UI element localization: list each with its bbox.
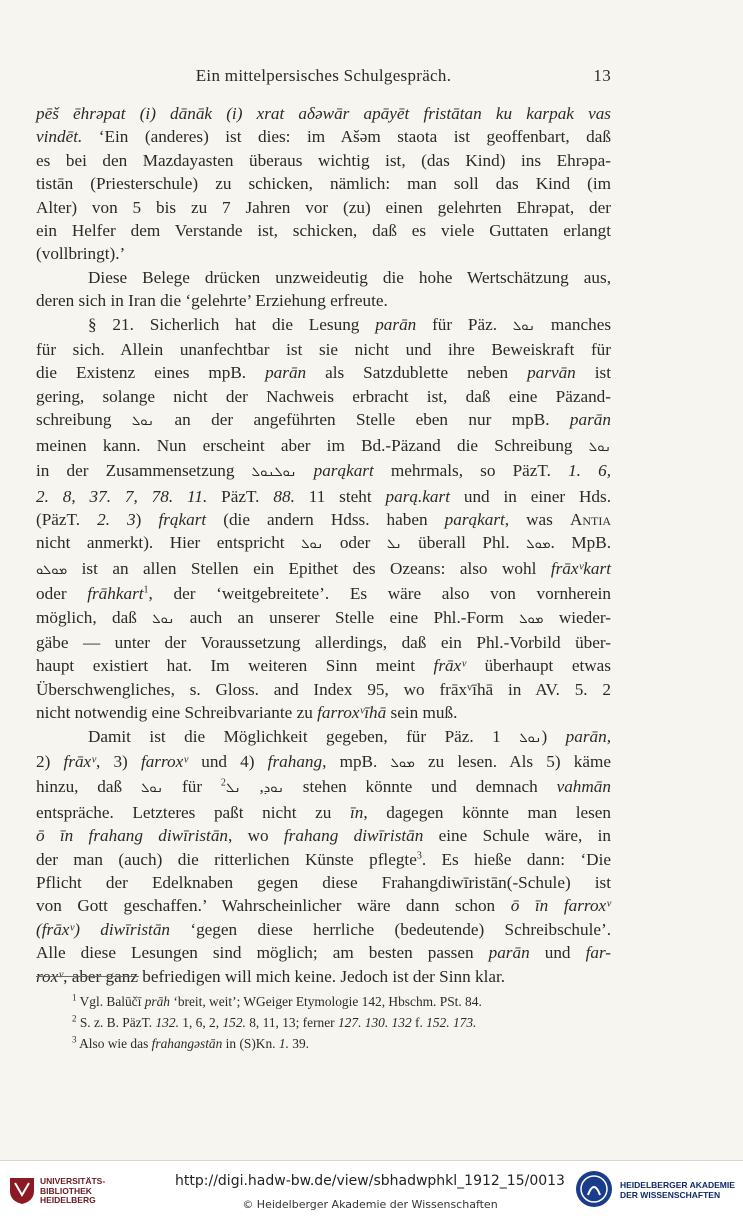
text-line: gering, solange nicht der Nachweis erbracht ist, daß eine Päzand- bbox=[36, 386, 611, 406]
pahlavi-script-icon: ܡܘܠ bbox=[390, 755, 415, 771]
text-line: Diese Belege drücken unzweideutig die hohe Wertschätzung aus, bbox=[88, 267, 611, 287]
text-line: ܡܘܠܘ ist an allen Stellen ein Epithet des Ozeans: also wohl frāxᵛkart bbox=[36, 558, 611, 578]
text-line: ein Helfer dem Verstande ist, schicken, daß es viele Guttaten erlangt bbox=[36, 221, 611, 241]
pahlavi-script-icon: ܡܘܠܘ bbox=[36, 562, 68, 578]
text-line: Damit ist die Möglichkeit gegeben, für Päz. ܢܘܠ 1) parān, bbox=[88, 726, 611, 746]
text-line: Pflicht der Edelknaben gegen diese Frahangdiwīristān(-Schule) ist bbox=[36, 873, 611, 892]
seal-icon bbox=[574, 1169, 614, 1209]
text-line: (frāxᵛ) diwīristān ‘gegen diese herrliche (bedeutende) Schreibschule’. bbox=[36, 919, 611, 939]
copyright-text: © Heidelberger Akademie der Wissenschaften bbox=[242, 1198, 498, 1211]
pahlavi-script-icon: ܡܘܠ bbox=[519, 611, 544, 627]
text-line: von Gott geschaffen.’ Wahrscheinlicher wäre dann schon ō īn farroxᵛ bbox=[36, 896, 611, 916]
permalink-url[interactable]: http://digi.hadw-bw.de/view/sbhadwphkl_1912_15/0013 bbox=[175, 1173, 565, 1189]
text-line: der man (auch) die ritterlichen Künste pflegte$^3$. Es hieße dann: ‘Die bbox=[36, 849, 611, 869]
text-line: deren sich in Iran die ‘gelehrte’ Erziehung erfreute. bbox=[36, 291, 388, 311]
text-line: haupt existiert hat. Im weiteren Sinn meint frāxᵛ überhaupt etwas bbox=[36, 656, 611, 676]
text-line: hinzu, daß ܢܘܠ für ܢܘܕ, ܢܠ$^2$ stehen könnte und demnach vahmān bbox=[36, 777, 611, 797]
viewer-footer bbox=[0, 1160, 743, 1218]
footnotes bbox=[36, 991, 611, 1054]
text-line: § 21. Sicherlich hat die Lesung parān für Päz. ܢܘܠ manches bbox=[88, 314, 612, 334]
pazand-script-icon: ܢܘܠ bbox=[301, 537, 324, 553]
page-number: 13 bbox=[593, 66, 611, 85]
text-line: roxᵛ, aber ganz befriedigen will mich keine. Jedoch ist der Sinn klar. bbox=[36, 966, 506, 986]
academy-name: HEIDELBERGER AKADEMIE DER WISSENSCHAFTEN bbox=[620, 1180, 735, 1200]
text-line: die Existenz eines mpB. parān als Satzdublette neben parvān ist bbox=[36, 363, 611, 383]
text-line: Alter) von 5 bis zu 7 Jahren vor (zu) einen gelehrten Ehrəpat, der bbox=[36, 197, 611, 217]
text-line: (vollbringt).’ bbox=[36, 244, 126, 264]
text-line: vindēt. ‘Ein (anderes) ist dies: im Ašəm staota ist geoffenbart, daß bbox=[36, 127, 611, 147]
pazand-script-icon: ܢܘܕ bbox=[263, 781, 284, 797]
text-line: 2. 8, 37. 7, 78. 11. PäzT. 88. 11 steht parą.kart und in einer Hds. bbox=[36, 486, 611, 506]
paragraph-4 bbox=[36, 725, 611, 988]
text-line: in der Zusammensetzung ܢܘܠܢܘܠ parąkart mehrmals, so PäzT. 1. 6, bbox=[36, 461, 611, 481]
paragraph-3 bbox=[36, 313, 611, 725]
paragraph-2 bbox=[36, 266, 611, 313]
pazand-script-icon: ܢܘܠ bbox=[152, 611, 175, 627]
text-line: ō īn frahang diwīristān, wo frahang diwīristān eine Schule wäre, in bbox=[36, 826, 611, 846]
academy-logo[interactable] bbox=[574, 1169, 740, 1211]
university-library-logo[interactable] bbox=[8, 1173, 148, 1209]
pazand-script-icon: ܢܠ bbox=[225, 781, 241, 797]
text-line: schreibung ܢܘܠ an der angeführten Stelle eben nur mpB. parān bbox=[36, 410, 611, 430]
text-line: (PäzT. 2. 3) frąkart (die andern Hdss. haben parąkart, was Antia bbox=[36, 509, 612, 529]
footnote-rule bbox=[36, 976, 139, 977]
pazand-script-icon: ܢܘܠܢܘܠ bbox=[251, 465, 297, 481]
pazand-script-icon: ܢܘܠ bbox=[512, 318, 536, 334]
pazand-script-icon: ܢܠ bbox=[386, 537, 402, 553]
running-header bbox=[36, 66, 611, 92]
crest-icon bbox=[8, 1175, 36, 1205]
pazand-script-icon: ܢܘܠ bbox=[588, 439, 611, 455]
main-text bbox=[36, 102, 611, 988]
pazand-script-icon: ܢܘܠ bbox=[519, 730, 542, 746]
text-line: für sich. Allein unanfechtbar ist sie nicht und ihre Beweiskraft für bbox=[36, 340, 611, 360]
text-line: möglich, daß ܢܘܠ auch an unserer Stelle eine Phl.-Form ܡܘܠ wieder- bbox=[36, 607, 611, 627]
pahlavi-script-icon: ܡܘܠ bbox=[526, 537, 551, 553]
footnote-2: $^2$ S. z. B. PäzT. 132. 1, 6, 2, 152. 8, 11, 13; ferner 127. 130. 132 f. 152. 173. bbox=[72, 1013, 477, 1030]
footnote-1: $^1$ Vgl. Balūčī prāh ‘breit, weit’; WGeiger Etymologie 142, Hbschm. PSt. 84. bbox=[72, 992, 482, 1009]
library-name: UNIVERSITÄTS- BIBLIOTHEK HEIDELBERG bbox=[40, 1176, 106, 1205]
footnote-3: $^3$ Also wie das frahangəstān in (S)Kn. 1. 39. bbox=[72, 1034, 310, 1051]
text-line: Überschwengliches, s. Gloss. and Index 95, wo frāxᵛīhā in AV. 5. 2 bbox=[36, 679, 611, 699]
pazand-script-icon: ܢܘܠ bbox=[140, 781, 164, 797]
text-line: es bei den Mazdayasten überaus wichtig ist, (das Kind) ins Ehrəpa- bbox=[36, 150, 611, 170]
text-line: Alle diese Lesungen sind möglich; am besten passen parān und far- bbox=[36, 943, 612, 963]
text-line: pēš ēhrəpat (i) dānāk (i) xrat aδəwār apāyēt fristātan ku karpak vas bbox=[36, 104, 611, 123]
text-line: tistān (Priesterschule) zu schicken, nämlich: man soll das Kind (im bbox=[36, 174, 611, 194]
text-line: gäbe — unter der Voraussetzung allerdings, daß ein Phl.-Vorbild über- bbox=[36, 632, 611, 652]
text-line: oder frāhkart$^1$, der ‘weitgebreitete’. Es wäre also von vornherein bbox=[36, 584, 611, 604]
text-line: nicht anmerkt). Hier entspricht ܢܘܠ oder ܢܠ überall Phl. ܡܘܠ. MpB. bbox=[36, 533, 611, 553]
pazand-script-icon: ܢܘܠ bbox=[131, 414, 155, 430]
text-line: nicht notwendig eine Schreibvariante zu farroxᵛīhā sein muß. bbox=[36, 703, 458, 723]
paragraph-1 bbox=[36, 102, 611, 266]
text-line: meinen kann. Nun erscheint aber im Bd.-Päzand die Schreibung ܢܘܠ bbox=[36, 435, 611, 455]
running-title: Ein mittelpersisches Schulgespräch. bbox=[195, 66, 452, 85]
text-line: entspräche. Letzteres paßt nicht zu īn, dagegen könnte man lesen bbox=[36, 802, 612, 822]
text-line: 2) frāxᵛ, 3) farroxᵛ und 4) frahang, mpB. ܡܘܠ zu lesen. Als 5) käme bbox=[36, 751, 611, 771]
